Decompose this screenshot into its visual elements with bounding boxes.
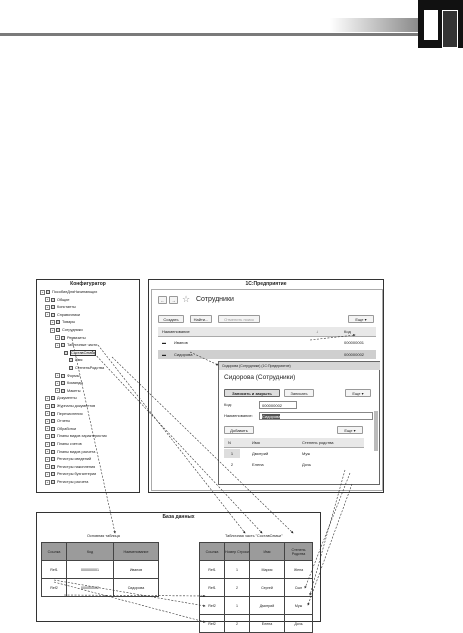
row-name: Иванов — [174, 340, 188, 345]
header-rule — [0, 33, 418, 36]
header-cell: Имя — [250, 543, 285, 561]
cell: Ref2 — [200, 597, 225, 615]
tree-item[interactable] — [45, 395, 77, 401]
tree-item-label: Планы видов расчета — [57, 449, 96, 454]
expand-icon[interactable]: + — [46, 441, 49, 446]
list-header — [158, 327, 376, 337]
database-panel — [36, 512, 321, 626]
expand-icon[interactable]: + — [46, 312, 49, 317]
tree-item[interactable] — [55, 335, 86, 341]
expand-icon[interactable]: + — [46, 456, 49, 461]
metadata-icon — [51, 404, 55, 408]
header-cell: Код — [67, 543, 114, 561]
more-button[interactable]: Еще ▾ — [348, 315, 374, 323]
family-table-header — [224, 438, 364, 448]
expand-icon[interactable]: + — [46, 433, 49, 438]
cell: Дочь — [285, 615, 313, 633]
family-table — [199, 542, 313, 633]
cell: Елена — [250, 615, 285, 633]
metadata-icon — [51, 457, 55, 461]
expand-icon[interactable]: + — [51, 327, 54, 332]
metadata-icon — [51, 434, 55, 438]
tree-item-label: Планы видов характеристик — [57, 434, 107, 439]
relation-column-header: Степень родства — [302, 440, 334, 445]
header-cell: Ссылка — [42, 543, 67, 561]
family-table-header — [200, 543, 313, 561]
expand-icon[interactable]: + — [46, 304, 49, 309]
tree-item[interactable] — [45, 441, 82, 447]
main-table-header — [42, 543, 159, 561]
tree-item-label: Константы — [57, 305, 76, 310]
list-heading: Сотрудники — [196, 296, 234, 303]
metadata-icon — [61, 336, 65, 340]
expand-icon[interactable]: + — [56, 373, 59, 378]
tree-item[interactable] — [55, 388, 80, 394]
enterprise-title: 1С:Предприятие — [245, 281, 287, 287]
row-marker-icon: ▬ — [162, 352, 166, 357]
name-label: Наименование: — [224, 413, 253, 418]
metadata-icon — [51, 305, 55, 309]
tree-item-label: Регистры накопления — [57, 464, 96, 469]
cell: 2 — [225, 579, 250, 597]
metadata-icon — [51, 427, 55, 431]
expand-icon[interactable]: + — [46, 403, 49, 408]
row-name: Дмитрий — [252, 451, 269, 456]
main-table-caption: Основная таблица — [87, 534, 120, 538]
cell: Ref1 — [200, 561, 225, 579]
row-number: 1 — [224, 449, 240, 458]
expand-icon[interactable] — [60, 351, 63, 354]
metadata-icon — [61, 381, 65, 385]
row-relation: Дочь — [302, 462, 312, 467]
code-column-header: Код — [344, 329, 351, 334]
tree-item-label: Перечисления — [57, 411, 83, 416]
database-title: База данных — [162, 514, 195, 520]
row-relation: Муж — [302, 451, 311, 456]
cell: Сын — [285, 579, 313, 597]
header-gradient — [330, 18, 420, 32]
dialog-heading: Сидорова (Сотрудники) — [224, 374, 296, 381]
metadata-icon — [51, 412, 55, 416]
table-row[interactable] — [158, 350, 376, 359]
favorite-star-icon[interactable]: ☆ — [182, 294, 191, 304]
cell: 000000001 — [67, 561, 114, 579]
metadata-icon — [61, 389, 65, 393]
metadata-icon — [61, 343, 65, 347]
tree-item-label: Макеты — [67, 388, 81, 393]
cell: Сидорова — [114, 579, 159, 597]
metadata-icon — [51, 298, 55, 302]
cell: Мария — [250, 561, 285, 579]
tree-item-label: Обработки — [57, 426, 77, 431]
tree-item[interactable] — [65, 357, 82, 363]
save-button[interactable]: Записать — [284, 389, 314, 397]
code-label: Код: — [224, 402, 232, 407]
expand-icon[interactable]: + — [56, 335, 59, 340]
tree-item[interactable] — [45, 297, 70, 303]
expand-icon[interactable]: + — [41, 289, 44, 294]
configurator-title: Конфигуратор — [70, 281, 106, 287]
metadata-icon — [51, 465, 55, 469]
tree-item-label: Документы — [57, 396, 77, 401]
tree-item[interactable] — [45, 479, 88, 485]
cancel-search-button[interactable]: Отменить поиск — [218, 315, 260, 323]
tree-item-label: СоставСемьи — [71, 350, 96, 355]
name-column-header: Наименование — [162, 329, 190, 334]
expand-icon[interactable]: + — [51, 319, 54, 324]
metadata-icon — [51, 396, 55, 400]
metadata-icon — [69, 366, 73, 370]
expand-icon[interactable]: + — [46, 395, 49, 400]
tree-item[interactable] — [40, 289, 97, 295]
forward-button[interactable]: → — [169, 296, 178, 304]
metadata-icon — [51, 313, 55, 317]
table-row — [42, 561, 159, 579]
tree-item[interactable] — [55, 373, 79, 379]
table-row — [200, 597, 313, 615]
metadata-icon — [51, 419, 55, 423]
tree-item[interactable] — [45, 304, 76, 310]
tree-item-label: СтепеньРодства — [75, 366, 105, 370]
tree-item[interactable] — [45, 418, 70, 424]
create-button[interactable]: Создать — [158, 315, 184, 323]
name-column-header: Имя — [252, 440, 260, 445]
row-name: Елена — [252, 462, 264, 467]
header-cell: Степень Родства — [285, 543, 313, 561]
table-more-label: Еще — [344, 428, 353, 433]
metadata-icon — [51, 450, 55, 454]
tree-item[interactable] — [45, 449, 95, 455]
metadata-icon — [69, 358, 73, 362]
cell: Ref1 — [200, 579, 225, 597]
row-code: 000000001 — [344, 340, 365, 345]
table-row — [42, 579, 159, 597]
tree-item[interactable] — [45, 312, 80, 318]
tree-item-label: Команды — [67, 381, 84, 386]
tree-item-label: ПособиеДляНачинающих — [52, 290, 98, 294]
find-button[interactable]: Найти... — [190, 315, 212, 323]
cell: Жена — [285, 561, 313, 579]
tree-item[interactable] — [50, 319, 75, 325]
tree-item-label: Товары — [62, 320, 76, 325]
table-row — [200, 615, 313, 633]
header-cell: Номер Строки — [225, 543, 250, 561]
expand-icon[interactable]: + — [56, 342, 59, 347]
metadata-icon — [61, 374, 65, 378]
more-label: Еще — [355, 317, 364, 322]
expand-icon[interactable]: + — [46, 479, 49, 484]
cell: Муж — [285, 597, 313, 615]
dialog-more-label: Еще — [352, 391, 361, 396]
tree-item-label: Справочники — [57, 312, 81, 317]
tree-item-label: Журналы документов — [57, 404, 96, 408]
tree-item-label: Имя — [75, 358, 83, 363]
metadata-icon — [51, 442, 55, 446]
tree-item-label: Реквизиты — [67, 335, 86, 340]
expand-icon[interactable] — [65, 367, 68, 370]
tree-item-label: Регистры сведений — [57, 457, 92, 462]
tree-item-label: Регистры расчета — [57, 480, 89, 484]
tree-item[interactable] — [45, 456, 91, 462]
table-row — [200, 561, 313, 579]
tree-item[interactable] — [45, 403, 95, 409]
tree-item[interactable] — [45, 464, 95, 470]
tree-item[interactable] — [55, 342, 97, 348]
dialog-more-button[interactable]: Еще ▾ — [345, 389, 371, 397]
tree-item[interactable] — [50, 327, 83, 333]
metadata-icon — [46, 290, 50, 294]
tree-item-label: Сотрудники — [62, 328, 83, 332]
expand-icon[interactable]: + — [46, 297, 49, 302]
tree-item-label: Формы — [67, 373, 80, 378]
expand-icon[interactable]: + — [56, 388, 59, 393]
save-and-close-button[interactable]: Записать и закрыть — [224, 389, 280, 397]
item-dialog — [218, 361, 380, 485]
metadata-icon — [56, 320, 60, 324]
back-button[interactable]: ← — [158, 296, 167, 304]
name-field-value: Сидорова — [262, 414, 281, 419]
expand-icon[interactable]: + — [46, 426, 49, 431]
code-field[interactable]: 000000002 — [259, 401, 297, 409]
cell: 000000002 — [67, 579, 114, 597]
metadata-icon — [64, 351, 68, 355]
tree-item[interactable] — [45, 471, 96, 477]
metadata-icon — [56, 328, 60, 332]
expand-icon[interactable]: + — [56, 380, 59, 385]
expand-icon[interactable]: + — [46, 418, 49, 423]
cell: 1 — [225, 561, 250, 579]
tree-item[interactable] — [45, 426, 76, 432]
table-row — [200, 579, 313, 597]
name-field[interactable] — [259, 412, 373, 420]
tree-item[interactable] — [45, 433, 107, 439]
cell: Дмитрий — [250, 597, 285, 615]
row-marker-icon: ▬ — [162, 340, 166, 345]
configurator-window — [36, 279, 140, 493]
tree-item-label: Отчеты — [57, 419, 71, 424]
dialog-scrollbar[interactable] — [374, 411, 378, 451]
header-cell: Ссылка — [200, 543, 225, 561]
row-number: 2 — [230, 462, 234, 467]
cell: 1 — [225, 597, 250, 615]
metadata-icon — [51, 480, 55, 484]
tree-item-label: Табличные части — [67, 343, 98, 348]
add-button[interactable]: Добавить — [224, 426, 254, 434]
row-name: Сидорова — [174, 352, 193, 357]
table-row[interactable] — [224, 449, 364, 458]
cell: 2 — [225, 615, 250, 633]
main-table — [41, 542, 159, 597]
header-cell: Наименование — [114, 543, 159, 561]
cell: Иванов — [114, 561, 159, 579]
tree-item[interactable] — [60, 350, 96, 356]
n-column-header: N — [228, 440, 231, 445]
expand-icon[interactable]: + — [46, 411, 49, 416]
cell: Ref1 — [42, 561, 67, 579]
sort-icon: ↓ — [316, 329, 318, 334]
tree-item-label: Регистры бухгалтерии — [57, 472, 97, 477]
tree-item[interactable] — [65, 365, 104, 371]
cell: Ref2 — [200, 615, 225, 633]
cell: Сергей — [250, 579, 285, 597]
chapter-marker — [418, 0, 463, 48]
tree-item-label: Планы счетов — [57, 442, 82, 446]
sub-table-caption: Табличная часть "СоставСемьи" — [225, 534, 283, 538]
expand-icon[interactable] — [65, 359, 68, 362]
expand-icon[interactable]: + — [46, 464, 49, 469]
metadata-icon — [51, 472, 55, 476]
tree-item[interactable] — [45, 411, 83, 417]
row-code: 000000002 — [344, 352, 365, 357]
metadata-tree — [40, 289, 140, 489]
cell: Ref2 — [42, 579, 67, 597]
table-row[interactable] — [224, 460, 364, 469]
expand-icon[interactable]: + — [46, 471, 49, 476]
dialog-titlebar: Сидорова (Сотрудники) (1С:Предприятие) — [219, 362, 380, 370]
expand-icon[interactable]: + — [46, 449, 49, 454]
tree-item[interactable] — [55, 380, 83, 386]
tree-item-label: Общие — [57, 297, 70, 302]
table-more-button[interactable]: Еще ▾ — [337, 426, 363, 434]
table-row[interactable] — [158, 338, 376, 347]
